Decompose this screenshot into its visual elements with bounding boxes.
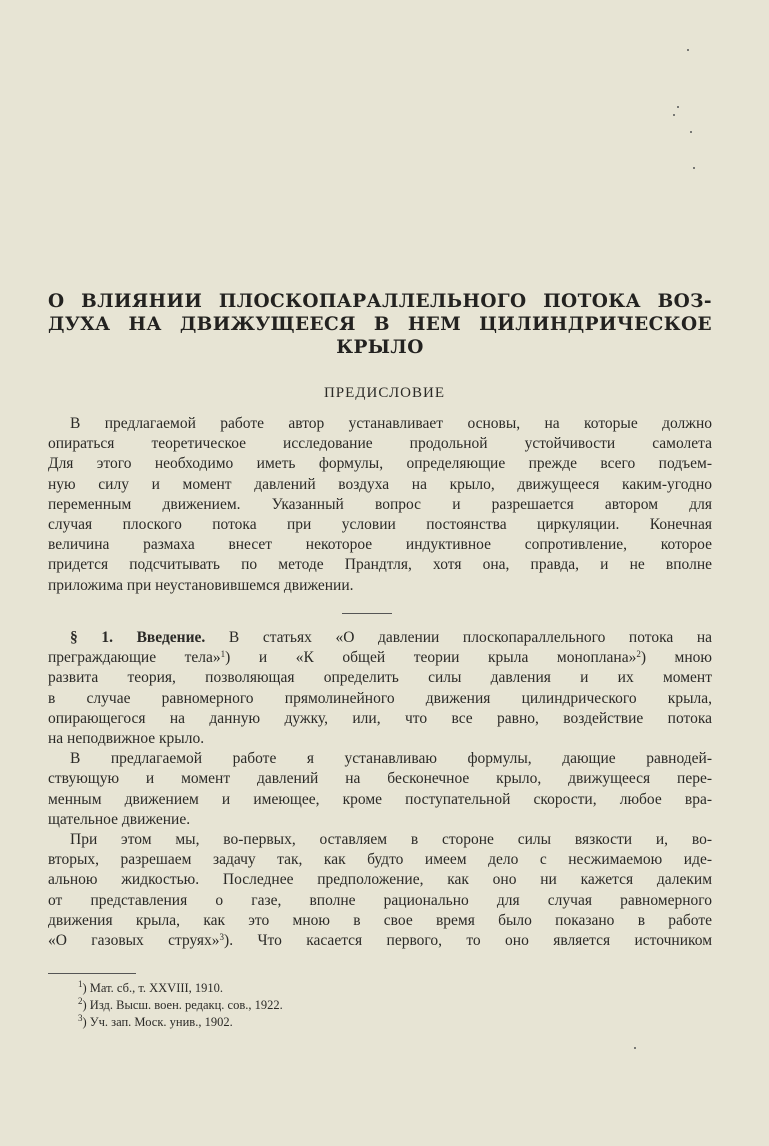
text-line	[48, 931, 712, 951]
text-line: Для этого необходимо иметь формулы, определяющие прежде всего подъем-	[48, 455, 712, 473]
text-run: ). Что касается первого, то оно является источником	[224, 932, 712, 950]
article-title	[48, 290, 712, 359]
text-line: от представления о газе, вполне рационально для случая равномерного	[48, 891, 712, 909]
title-line: ДУХА НА ДВИЖУЩЕЕСЯ В НЕМ ЦИЛИНДРИЧЕСКОЕ	[48, 314, 712, 335]
text-line: вторых, разрешаем задачу так, как будто имеем дело с несжимаемою иде-	[48, 851, 712, 869]
scan-speck	[690, 131, 692, 133]
footnote-item	[78, 980, 283, 997]
text-run: ) и «К общей теории крыла моноплана»	[225, 649, 637, 667]
section-1	[48, 628, 712, 951]
title-line: О ВЛИЯНИИ ПЛОСКОПАРАЛЛЕЛЬНОГО ПОТОКА ВОЗ-	[48, 291, 712, 312]
text-line: В предлагаемой работе я устанавливаю формулы, дающие равнодей-	[70, 750, 712, 768]
text-line	[48, 648, 712, 668]
footnote-ref[interactable]: 3	[219, 932, 225, 943]
scan-speck	[693, 167, 695, 169]
text-line: опираться теоретическое исследование продольной устойчивости самолета	[48, 435, 712, 453]
text-run: «О газовых струях»	[48, 932, 220, 950]
title-line: КРЫЛО	[336, 337, 424, 358]
footnote-item	[78, 997, 283, 1014]
scan-speck	[634, 1047, 636, 1049]
footnote-divider	[48, 973, 136, 974]
footnote-text: ) Изд. Высш. воен. редакц. сов., 1922.	[82, 998, 283, 1012]
footnote-mark: 1	[78, 979, 83, 989]
section-heading: Введение.	[136, 629, 206, 646]
text-line: опирающегося на данную дужку, или, что все равно, воздействие потока	[48, 709, 712, 727]
preface-heading: ПРЕДИСЛОВИЕ	[323, 385, 446, 401]
text-run: В статьях «О давлении плоскопараллельного потока на	[228, 629, 713, 646]
footnote-text: ) Уч. зап. Моск. унив., 1902.	[82, 1015, 233, 1029]
text-run: ) мною	[640, 649, 712, 667]
text-line	[48, 628, 712, 648]
text-line: в случае равномерного прямолинейного движения цилиндрического крыла,	[48, 689, 712, 707]
text-line: придется подсчитывать по методе Прандтля, хотя она, правда, и не вполне	[48, 556, 712, 574]
footnote-mark: 3	[78, 1013, 83, 1023]
text-line: случая плоского потока при условии постоянства циркуляции. Конечная	[48, 516, 712, 534]
footnote-ref[interactable]: 1	[220, 649, 226, 660]
section-number: § 1.	[70, 629, 113, 646]
footnote-item	[78, 1014, 283, 1031]
text-line: альною жидкостью. Последнее предположение, как оно ни кажется далеким	[48, 871, 712, 889]
text-line: щательное движение.	[48, 810, 191, 828]
text-line: ствующую и момент давлений на бесконечное крыло, движущееся пере-	[48, 770, 712, 788]
preface-paragraph	[48, 414, 712, 596]
footnote-ref[interactable]: 2	[636, 649, 641, 660]
scan-speck	[673, 114, 675, 116]
text-line: величина размаха внесет некоторое индуктивное сопротивление, которое	[48, 536, 712, 554]
footnote-mark: 2	[78, 996, 83, 1006]
text-line: приложима при неустановившемся движении.	[48, 576, 354, 594]
text-line: ную силу и момент давлений воздуха на крыло, движущееся каким-угодно	[48, 475, 712, 493]
text-line: на неподвижное крыло.	[48, 730, 205, 748]
text-line: менным движением и имеющее, кроме поступательной скорости, любое вра-	[48, 790, 712, 808]
text-run: преграждающие тела»	[48, 649, 221, 667]
footnotes	[78, 980, 283, 1031]
section-divider	[342, 613, 392, 614]
text-line: В предлагаемой работе автор устанавливает основы, на которые должно	[70, 415, 712, 432]
text-line: переменным движением. Указанный вопрос и разрешается автором для	[48, 495, 712, 513]
scan-speck	[687, 49, 689, 51]
text-line: движения крыла, как это мною в свое время было показано в работе	[48, 911, 712, 929]
text-line: При этом мы, во-первых, оставляем в стороне силы вязкости и, во-	[70, 831, 712, 849]
text-line: развита теория, позволяющая определить силы давления и их момент	[48, 669, 712, 687]
footnote-text: ) Мат. сб., т. XXVIII, 1910.	[82, 981, 224, 995]
scan-speck	[677, 106, 679, 108]
